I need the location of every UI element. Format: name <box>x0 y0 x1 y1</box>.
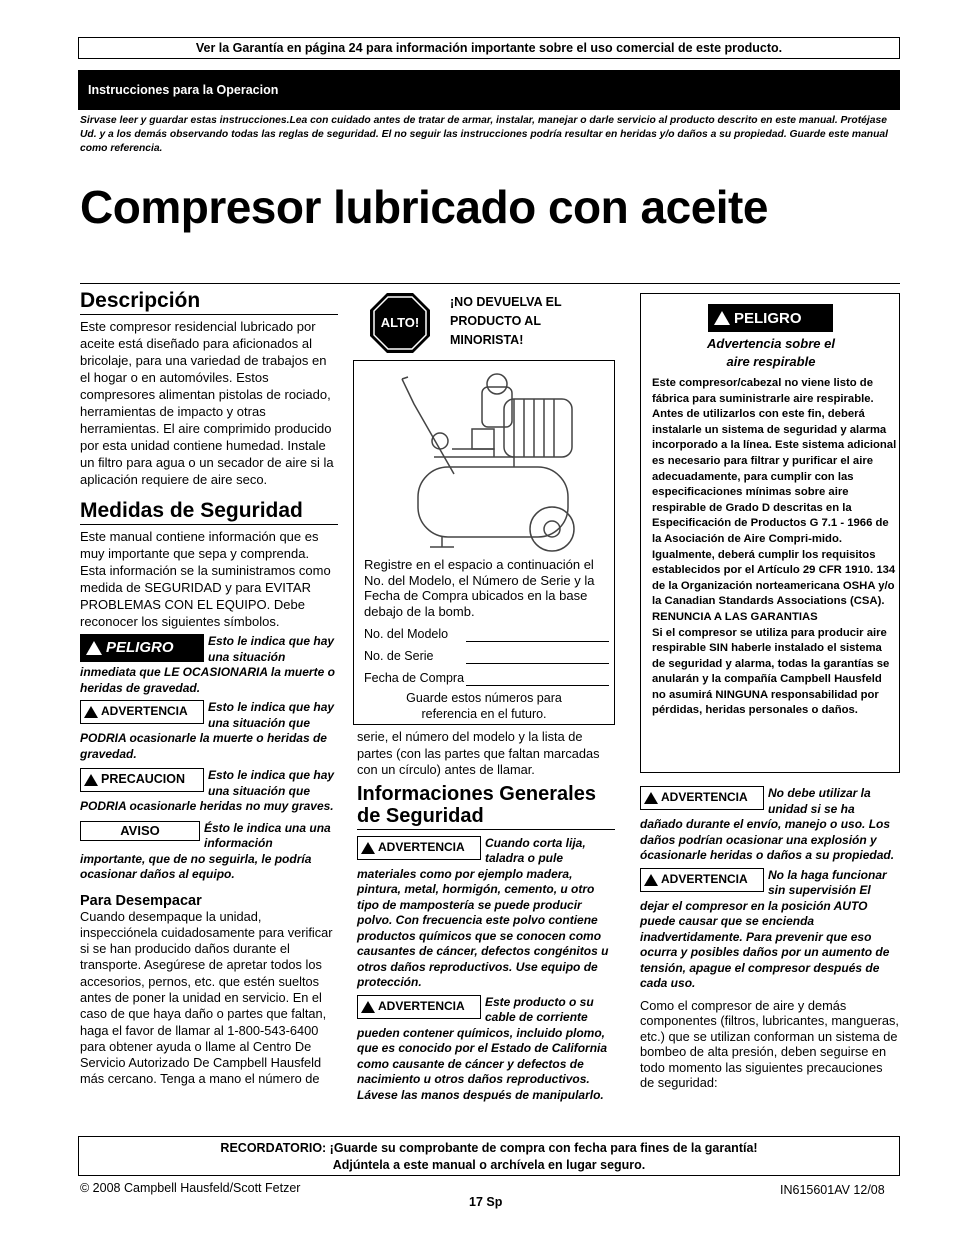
warning-triangle-icon <box>644 874 658 886</box>
breathing-air-body: Este compresor/cabezal no viene listo de fábrica para suministrarle aire respirable. Antes de utilizarlos con este fin, deberá instalarle un sistema de seguridad y alarma incorporado a la línea. Este sistema adicional es necesario para filtrar y purificar el aire adecuadamente, para cumplir con las especificaciones mínimas sobre aire respirable de Grado D descritas en la Especificación de Productos G 7.1 - 1966 de la Asociación de Aire Compri-mido. Igualmente, deberá cumplir los requisitos establecidos por el Artículo 29 CFR 1910. 134 de la Organización norteamericana OSHA y/o la Canadian Standards Associations (CSA). <box>652 377 897 608</box>
register-text: Registre en el espacio a continuación el No. del Modelo, el Número de Serie y la Fecha de Compra ubicados en la base debajo de la bomb. <box>364 557 595 619</box>
general-warning-2-text: Este producto o su cable de corriente pueden contener químicos, incluido plomo, que es conocido por el Estado de California como causante de cáncer y defectos de nacimiento u otros daños reproductivos. Lávese las manos después de manipularlo. <box>357 994 608 1102</box>
general-warning-1-text: Cuando corta lija, taladra o pule materiales como por ejemplo madera, pintura, metal, hormigón, cemento, u otro tipo de mampostería se puede producir polvo. Con frecuencia este polvo contiene productos químicos que se conocen como causantes de cáncer, defectos congénitos u otros daños reproductivos. Use equipo de protección. <box>357 835 609 989</box>
warning-triangle-icon <box>86 641 102 655</box>
advertencia-badge <box>80 700 204 724</box>
closing-text: Como el compresor de aire y demás componentes (filtros, lubricantes, mangueras, etc.) que se utilizan conforman un sistema de bombeo de alta presión, deben seguirse en todo momento las siguientes precauciones de seguridad: <box>640 997 899 1091</box>
section-bar: Instrucciones para la Operacion <box>78 70 900 110</box>
advertencia-label: ADVERTENCIA <box>101 704 188 719</box>
unpack-heading: Para Desempacar <box>80 892 202 909</box>
safety-heading: Medidas de Seguridad <box>80 499 338 525</box>
symbol-advertencia <box>80 700 338 762</box>
precaucion-meaning: Esto le indica que hay una situación que PODRIA ocasionarle heridas no muy graves. <box>80 768 335 813</box>
disclaimer-text: Si el compresor se utiliza para producir aire respirable SIN haberle instalado el sistema de seguridad y alarma, todas la garantías se anularán y la compañía Campbell Hausfeld no asumirá NINGUNA responsabilidad por pérdidas, heridas personales o daños. <box>652 626 890 717</box>
copyright: © 2008 Campbell Hausfeld/Scott Fetzer <box>80 1181 301 1195</box>
field-serial-label: No. de Serie <box>364 649 434 663</box>
col3-warning-2-text: No la haga funcionar sin supervisión El dejar el compresor en la posición AUTO puede causar que se encienda inadvertidamente. Para prevenir que eso ocurra y posibles daños por un aumento de tensión, apague el compresor después de cada uso. <box>640 867 890 990</box>
description-text: Este compresor residencial lubricado por aceite está diseñado para aficionados al bricolaje, para una variedad de trabajos en el hogar o en automóviles. Estos compresores alimentan pistolas de rociado, herramientas de impacto y otras herramientas. El aire comprimido producido por esta unidad contiene humedad. Instale un filtro para agua o un secador de aire si la aplicación requiere de aire seco. <box>80 319 334 487</box>
column-2 <box>357 729 615 1103</box>
page-title: Compresor lubricado con aceite <box>80 181 768 233</box>
doc-code: IN615601AV 12/08 <box>780 1183 885 1197</box>
peligro-label: PELIGRO <box>106 639 174 657</box>
col3-warning-1-text: No debe utilizar la unidad si se ha dañado durante el envío, manejo o uso. Los daños podrían ocasionar una explosión y ócasionarle heridas o daños a su propiedad. <box>640 786 895 862</box>
field-date-blank <box>466 671 609 686</box>
advertencia-badge <box>640 786 764 810</box>
advertencia-badge <box>357 995 481 1019</box>
general-warning-1 <box>357 836 615 991</box>
stop-sign-icon <box>369 292 431 354</box>
field-serial-row <box>364 649 609 664</box>
peligro-badge <box>708 304 833 332</box>
title-divider <box>80 283 900 284</box>
warning-triangle-icon <box>84 706 98 718</box>
unpack-text: Cuando desempaque la unidad, inspecciónela cuidadosamente para verificar si se han producido daños durante el transporte. Asegúrese de apretar todos los accesorios, pernos, etc. que estén sueltos antes de poner la unidad en servicio. En el caso de que haya daño o partes que faltan, haga el favor de llamar al 1-800-543-6400 para obtener ayuda o llame al Centro De Servicio Autorizado De Campbell Hausfeld más cercano. Tenga a mano el número de <box>80 908 333 1087</box>
safety-text: Este manual contiene información que es muy importante que sepa y comprenda. Esta información se la suministramos como medida de SEGURIDAD y para EVITAR PROBLEMAS CON EL EQUIPO. Debe reconocer los siguientes símbolos. <box>80 529 331 629</box>
warning-triangle-icon <box>84 774 98 786</box>
keep-note: Guarde estos números para referencia en el futuro. <box>406 691 562 721</box>
registration-box <box>353 360 615 725</box>
col3-warning-1 <box>640 786 900 864</box>
reminder-box <box>78 1136 900 1176</box>
warning-triangle-icon <box>361 1001 375 1013</box>
warning-triangle-icon <box>714 311 730 325</box>
field-model-label: No. del Modelo <box>364 627 449 641</box>
warranty-note: Ver la Garantía en página 24 para información importante sobre el uso comercial de este producto. <box>78 37 900 59</box>
field-serial-blank <box>466 649 609 664</box>
continued-text: serie, el número del modelo y la lista de partes (con las partes que faltan marcadas con un círculo) antes de llamar. <box>357 729 600 777</box>
symbol-aviso <box>80 821 338 883</box>
aviso-meaning: Ésto le indica una una información importante, que de no seguirla, le podría ocasionar daños al equipo. <box>80 820 331 881</box>
precaucion-label: PRECAUCION <box>101 772 186 787</box>
advertencia-label: ADVERTENCIA <box>661 790 748 805</box>
advertencia-label: ADVERTENCIA <box>378 998 465 1013</box>
column-3 <box>640 786 900 1091</box>
reminder-line-1: RECORDATORIO: ¡Guarde su comprobante de compra con fecha para fines de la garantía! <box>220 1141 758 1155</box>
advertencia-badge <box>357 836 481 860</box>
field-model-blank <box>466 627 609 642</box>
symbol-peligro <box>80 634 338 696</box>
precaucion-badge <box>80 768 204 792</box>
stop-text: ¡NO DEVUELVA EL PRODUCTO AL MINORISTA! <box>450 295 562 347</box>
peligro-meaning: Esto le indica que hay una situación inmediata que LE OCASIONARIA la muerte o heridas de gravedad. <box>80 634 335 695</box>
page-number: 17 Sp <box>469 1195 503 1209</box>
field-date-label: Fecha de Compra <box>364 671 465 685</box>
warning-triangle-icon <box>361 842 375 854</box>
disclaimer-heading: RENUNCIA A LAS GARANTIAS <box>652 610 818 623</box>
aviso-badge <box>80 821 200 841</box>
advertencia-badge <box>640 868 764 892</box>
stop-sign-label: ALTO! <box>380 315 420 330</box>
intro-text: Sirvase leer y guardar estas instrucciones.Lea con cuidado antes de tratar de armar, instalar, manejar o darle servicio al producto descrito en este manual. Protéjase Ud. y a los demás observando todas las reglas de seguridad. El no seguir las instrucciones podría resultar en heridas y/o daños a su propiedad. Guarde este manual como referencia. <box>80 115 888 154</box>
advertencia-meaning: Esto le indica que hay una situación que PODRIA ocasionarle la muerte o heridas de gravedad. <box>80 700 335 761</box>
symbol-precaucion <box>80 768 338 815</box>
breathing-air-subtitle: Advertencia sobre el aire respirable <box>707 336 835 369</box>
general-warning-2 <box>357 995 615 1104</box>
aviso-label: AVISO <box>120 822 160 838</box>
compressor-illustration <box>394 369 589 554</box>
advertencia-label: ADVERTENCIA <box>378 839 465 854</box>
field-date-row <box>364 671 609 686</box>
warning-triangle-icon <box>644 792 658 804</box>
col3-warning-2 <box>640 868 900 992</box>
breathing-air-warning-box <box>640 293 900 773</box>
reminder-line-2: Adjúntela a este manual o archívela en lugar seguro. <box>332 1158 646 1172</box>
general-safety-heading: Informaciones Generales de Seguridad <box>357 783 615 830</box>
field-model-row <box>364 627 609 642</box>
peligro-label: PELIGRO <box>734 309 802 327</box>
column-1 <box>80 289 338 1088</box>
peligro-badge <box>80 634 204 662</box>
advertencia-label: ADVERTENCIA <box>661 871 748 886</box>
breathing-air-text <box>652 376 898 719</box>
description-heading: Descripción <box>80 289 338 315</box>
